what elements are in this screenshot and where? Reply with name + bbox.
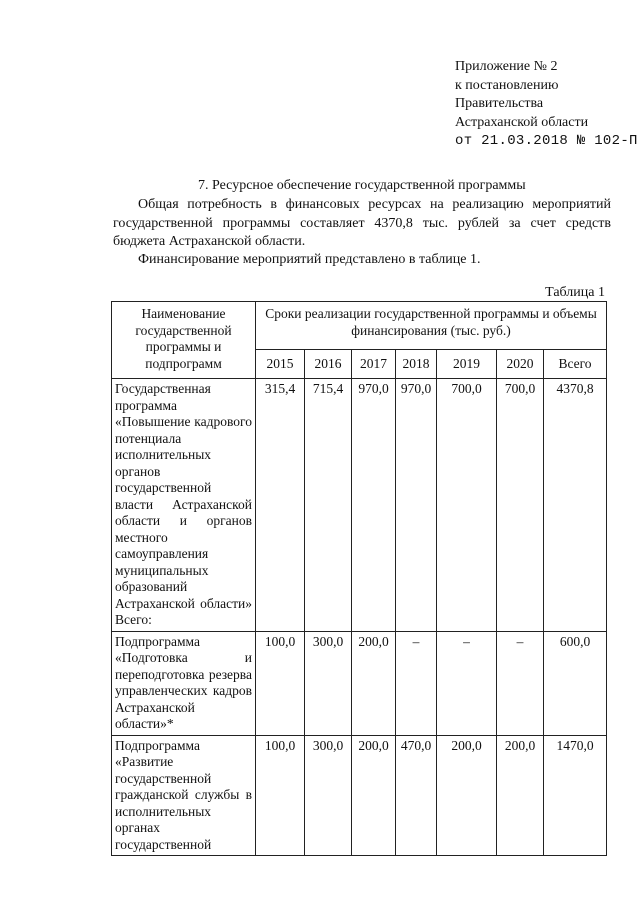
paragraph-1: Общая потребность в финансовых ресурсах на реализацию мероприятий государственной программы составляет 4370,8 тыс. рублей за счет средств бюджета Астраханской области. xyxy=(113,197,611,249)
row-name: Подпрограмма «Подготовка и переподготовка резерва управленческих кадров Астраханской области»* xyxy=(112,631,256,735)
paragraph-2: Финансирование мероприятий представлено в таблице 1. xyxy=(138,252,481,267)
row-value: 715,4 xyxy=(305,379,352,632)
table-row xyxy=(112,631,607,735)
row-name: Государственная программа «Повышение кадрового потенциала исполнительных органов государственной власти Астраханской области и органов местного самоуправления муниципальных образований Астраханской области» Всего: xyxy=(112,379,256,632)
row-value: 315,4 xyxy=(256,379,305,632)
header-year: 2017 xyxy=(352,350,396,379)
row-value: 470,0 xyxy=(396,735,437,856)
row-total: 600,0 xyxy=(544,631,607,735)
row-value: 300,0 xyxy=(305,735,352,856)
header-total: Всего xyxy=(544,350,607,379)
table-row xyxy=(112,735,607,856)
appendix-date: от 21.03.2018 № 102-П xyxy=(455,133,638,149)
row-value: 100,0 xyxy=(256,631,305,735)
table-header-row xyxy=(112,302,607,350)
row-total: 4370,8 xyxy=(544,379,607,632)
header-span: Сроки реализации государственной программы и объемы финансирования (тыс. руб.) xyxy=(256,302,607,350)
header-year: 2019 xyxy=(437,350,497,379)
appendix-line-4: Астраханской области xyxy=(455,114,589,130)
row-total: 1470,0 xyxy=(544,735,607,856)
header-year: 2015 xyxy=(256,350,305,379)
appendix-line-3: Правительства xyxy=(455,96,544,111)
row-value: 700,0 xyxy=(437,379,497,632)
row-value: 700,0 xyxy=(497,379,544,632)
appendix-line-1: Приложение № 2 xyxy=(455,59,558,74)
header-year: 2020 xyxy=(497,350,544,379)
table-caption: Таблица 1 xyxy=(545,285,605,300)
header-year: 2016 xyxy=(305,350,352,379)
row-value: – xyxy=(396,631,437,735)
appendix-block xyxy=(455,58,638,151)
table-row xyxy=(112,379,607,632)
row-value: – xyxy=(497,631,544,735)
appendix-line-2: к постановлению xyxy=(455,77,559,93)
row-value: – xyxy=(437,631,497,735)
row-value: 300,0 xyxy=(305,631,352,735)
row-value: 200,0 xyxy=(497,735,544,856)
section-title: 7. Ресурсное обеспечение государственной программы xyxy=(198,178,526,193)
row-value: 200,0 xyxy=(437,735,497,856)
row-value: 970,0 xyxy=(396,379,437,632)
row-value: 200,0 xyxy=(352,735,396,856)
header-year: 2018 xyxy=(396,350,437,379)
row-name: Подпрограмма «Развитие государственной гражданской службы в исполнительных органах государственной xyxy=(112,735,256,856)
financing-table xyxy=(111,301,607,856)
row-value: 200,0 xyxy=(352,631,396,735)
header-name: Наименование государственной программы и подпрограмм xyxy=(112,302,256,379)
row-value: 100,0 xyxy=(256,735,305,856)
row-value: 970,0 xyxy=(352,379,396,632)
